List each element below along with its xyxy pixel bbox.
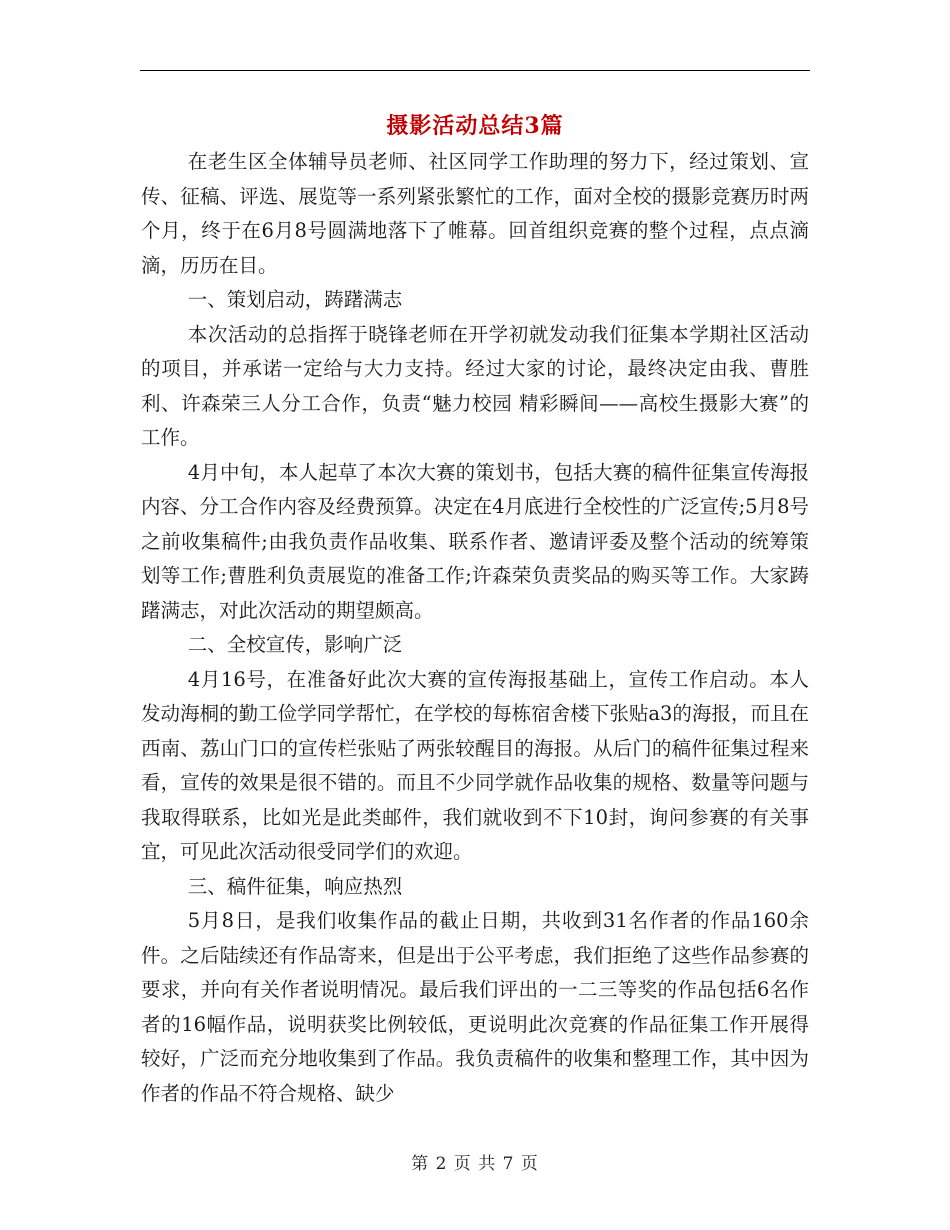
section-heading: 二、全校宣传，影响广泛	[187, 633, 403, 656]
body-paragraph: 本次活动的总指挥于晓锋老师在开学初就发动我们征集本学期社区活动的项目，并承诺一定给与大力支持。经过大家的讨论，最终决定由我、曹胜利、许森荣三人分工合作，负责“魅力校园 精彩瞬间——高校生摄影大赛”的工作。	[141, 322, 809, 449]
body-paragraph: 5月8日，是我们收集作品的截止日期，共收到31名作者的作品160余件。之后陆续还有作品寄来，但是出于公平考虑，我们拒绝了这些作品参赛的要求，并向有关作者说明情况。最后我们评出的一二三等奖的作品包括6名作者的16幅作品，说明获奖比例较低，更说明此次竞赛的作品征集工作开展得较好，广泛而充分地收集到了作品。我负责稿件的收集和整理工作，其中因为作者的作品不符合规格、缺少	[141, 909, 809, 1105]
page-number: 第 2 页 共 7 页	[411, 1154, 539, 1174]
header-rule	[140, 70, 810, 71]
section-heading: 三、稿件征集，响应热烈	[187, 874, 403, 898]
body-paragraph: 在老生区全体辅导员老师、社区同学工作助理的努力下，经过策划、宣传、征稿、评选、展览等一系列紧张繁忙的工作，面对全校的摄影竞赛历时两个月，终于在6月8号圆满地落下了帷幕。回首组织竞赛的整个过程，点点滴滴，历历在目。	[141, 150, 809, 277]
document-title: 摄影活动总结3篇	[386, 113, 564, 139]
document-body	[141, 145, 809, 1111]
section-heading: 一、策划启动，踌躇满志	[187, 288, 403, 311]
body-paragraph: 4月中旬，本人起草了本次大赛的策划书，包括大赛的稿件征集宣传海报内容、分工合作内容及经费预算。决定在4月底进行全校性的广泛宣传;5月8号之前收集稿件;由我负责作品收集、联系作者、邀请评委及整个活动的统筹策划等工作;曹胜利负责展览的准备工作;许森荣负责奖品的购买等工作。大家踌躇满志，对此次活动的期望颇高。	[141, 460, 809, 622]
body-paragraph: 4月16号，在准备好此次大赛的宣传海报基础上，宣传工作启动。本人发动海桐的勤工俭学同学帮忙，在学校的每栋宿舍楼下张贴a3的海报，而且在西南、荔山门口的宣传栏张贴了两张较醒目的海报。从后门的稿件征集过程来看，宣传的效果是很不错的。而且不少同学就作品收集的规格、数量等问题与我取得联系，比如光是此类邮件，我们就收到不下10封，询问参赛的有关事宜，可见此次活动很受同学们的欢迎。	[141, 667, 809, 863]
